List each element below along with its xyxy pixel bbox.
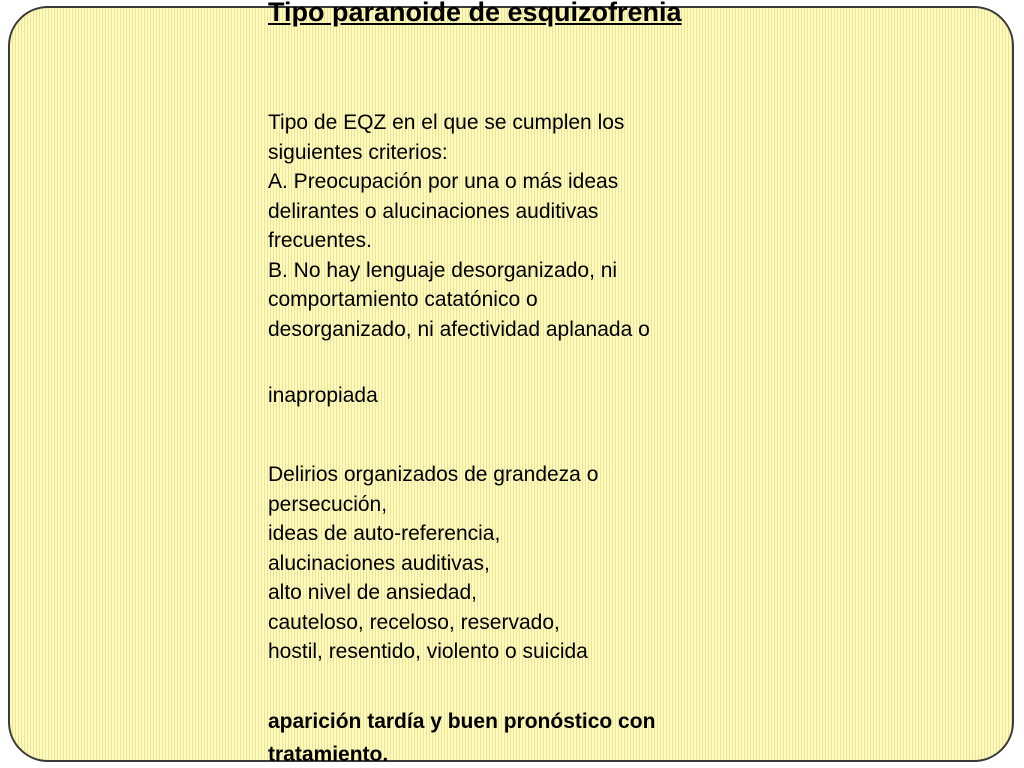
criterion-a-letter: A: [268, 170, 283, 193]
criterion-b-line-3: desorganizado, ni afectividad aplanada o: [268, 317, 650, 341]
prognosis-line-2-text: tratamiento: [268, 743, 383, 766]
criterion-a-line-2: delirantes o alucinaciones auditivas: [268, 199, 599, 223]
intro-line-1: Tipo de EQZ en el que se cumplen los: [268, 111, 625, 134]
criterion-a-line-3: frecuentes.: [268, 229, 372, 252]
prognosis-block: [268, 705, 788, 768]
prognosis-line-1: aparición tardía y buen pronóstico con: [268, 710, 656, 733]
criterion-b-letter: B: [268, 258, 283, 282]
criteria-block: [268, 108, 788, 344]
feature-item: ideas de auto-referencia,: [268, 522, 501, 545]
slide-title: Tipo paranoide de esquizofrenia: [268, 0, 682, 27]
criterion-b-tail: [268, 381, 788, 411]
feature-item: alto nivel de ansiedad,: [268, 581, 477, 604]
criterion-b-text: . No hay lenguaje desorganizado, ni: [282, 258, 618, 282]
feature-item: Delirios organizados de grandeza o: [268, 463, 599, 486]
criterion-b-line-1: [268, 256, 788, 286]
feature-item: hostil, resentido, violento o suicida: [268, 640, 588, 663]
features-list: [268, 460, 788, 667]
criterion-a-text: . Preocupación por una o más ideas: [282, 170, 619, 193]
feature-item: persecución,: [268, 492, 388, 516]
prognosis-line-2: [268, 738, 788, 768]
feature-item: alucinaciones auditivas,: [268, 551, 490, 575]
prognosis-line-2-end: .: [382, 743, 389, 766]
criterion-b-line-2: comportamiento catatónico o: [268, 288, 538, 311]
criterion-b-line-4: inapropiada: [268, 384, 378, 407]
criterion-a-line-1: [268, 167, 788, 197]
intro-line-2: siguientes criterios:: [268, 140, 448, 164]
feature-item: cauteloso, receloso, reservado,: [268, 610, 560, 634]
